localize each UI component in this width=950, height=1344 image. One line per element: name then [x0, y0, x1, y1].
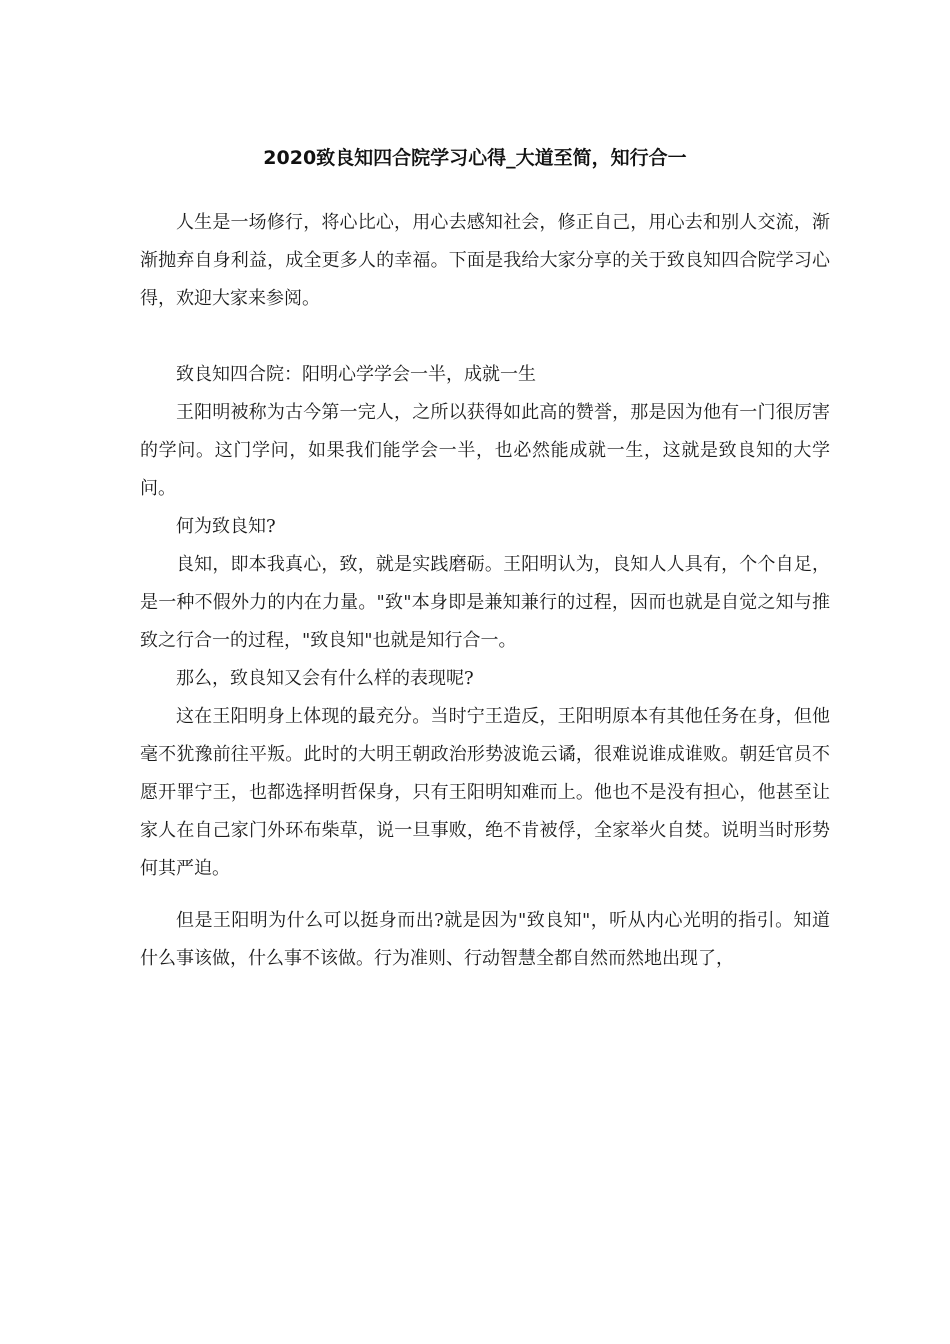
question-heading: 何为致良知?: [176, 516, 276, 537]
body-paragraph: 王阳明被称为古今第一完人，之所以获得如此高的赞誉，那是因为他有一门很厉害的学问。这门学问，如果我们能学会一半，也必然能成就一生，这就是致良知的大学问。: [140, 402, 830, 499]
body-paragraph: 但是王阳明为什么可以挺身而出?就是因为"致良知"，听从内心光明的指引。知道什么事该做，什么事不该做。行为准则、行动智慧全都自然而然地出现了，: [140, 910, 830, 969]
section-heading: 致良知四合院：阳明心学学会一半，成就一生: [176, 364, 536, 385]
document-title: 2020致良知四合院学习心得_大道至简，知行合一: [263, 147, 687, 169]
question-heading: 那么，致良知又会有什么样的表现呢?: [176, 668, 474, 689]
document-body: [140, 204, 830, 978]
intro-paragraph: 人生是一场修行，将心比心，用心去感知社会，修正自己，用心去和别人交流，渐渐抛弃自身利益，成全更多人的幸福。下面是我给大家分享的关于致良知四合院学习心得，欢迎大家来参阅。: [140, 212, 830, 309]
body-paragraph: 良知，即本我真心，致，就是实践磨砺。王阳明认为，良知人人具有，个个自足，是一种不假外力的内在力量。"致"本身即是兼知兼行的过程，因而也就是自觉之知与推致之行合一的过程，"致良知"也就是知行合一。: [140, 554, 830, 651]
body-paragraph: 这在王阳明身上体现的最充分。当时宁王造反，王阳明原本有其他任务在身，但他毫不犹豫前往平叛。此时的大明王朝政治形势波诡云谲，很难说谁成谁败。朝廷官员不愿开罪宁王，也都选择明哲保身，只有王阳明知难而上。他也不是没有担心，他甚至让家人在自己家门外环布柴草，说一旦事败，绝不肯被俘，全家举火自焚。说明当时形势何其严迫。: [140, 706, 830, 879]
